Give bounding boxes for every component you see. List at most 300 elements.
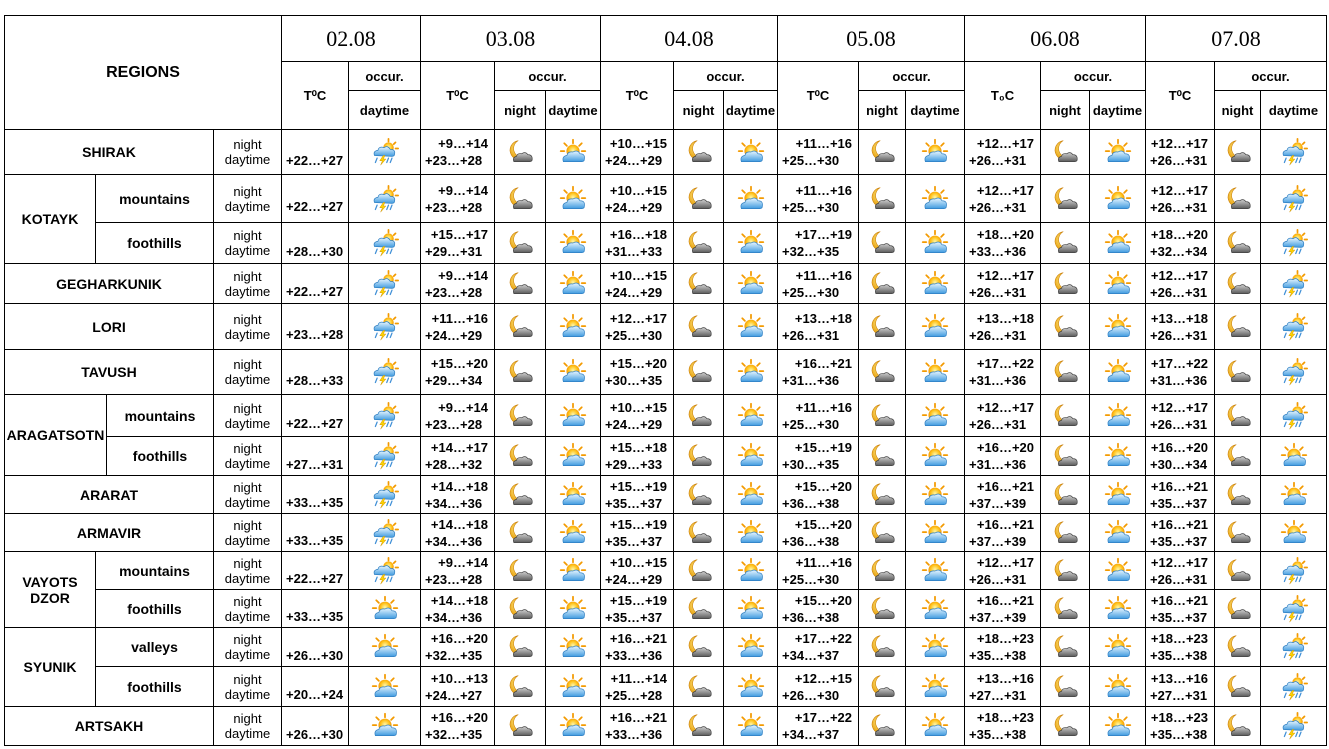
night-temp: +9…+14 <box>438 399 488 415</box>
weather-icon-cell <box>1089 475 1146 514</box>
night-temp: +10…+15 <box>609 182 667 198</box>
weather-icon-cell <box>545 436 601 476</box>
night-temp: +15…+20 <box>794 516 852 532</box>
weather-icon-cell <box>1089 666 1146 707</box>
sun-cloud-icon <box>921 185 949 213</box>
daytime-label: daytime <box>224 647 271 662</box>
weather-icon-cell <box>723 263 778 304</box>
moon-cloud-icon <box>685 519 713 547</box>
weather-icon-cell <box>545 589 601 628</box>
sun-cloud-icon <box>737 557 765 585</box>
region-name: TAVUSH <box>4 349 214 395</box>
day-temp: +30…+35 <box>782 457 840 472</box>
weather-icon-cell <box>858 706 906 746</box>
day-temp: +35…+38 <box>969 727 1027 742</box>
weather-icon-cell <box>1089 349 1146 395</box>
day-temp: +30…+35 <box>605 373 663 388</box>
night-temp: +12…+17 <box>976 554 1034 570</box>
day-temp: +31…+36 <box>782 373 840 388</box>
storm-sun-icon <box>371 138 399 166</box>
day-temp: +22…+27 <box>286 152 344 168</box>
occur-header-3: occur. <box>858 61 965 91</box>
daytime-header-1: daytime <box>545 90 601 130</box>
daytime-label: daytime <box>224 532 271 548</box>
day-temp: +29…+31 <box>425 244 483 259</box>
sun-cloud-icon <box>559 442 587 470</box>
weather-icon-cell <box>1214 666 1261 707</box>
weather-icon-cell <box>905 129 965 175</box>
temp-cell <box>420 589 495 628</box>
weather-icon-cell <box>1040 129 1090 175</box>
weather-icon-cell <box>545 129 601 175</box>
moon-cloud-icon <box>1224 358 1252 386</box>
temp-cell <box>964 627 1041 667</box>
moon-cloud-icon <box>506 185 534 213</box>
weather-icon-cell <box>494 513 546 552</box>
day-temp: +32…+35 <box>782 244 840 259</box>
weather-icon-cell <box>545 303 601 350</box>
temp-cell <box>777 263 859 304</box>
weather-icon-cell <box>1040 263 1090 304</box>
temp-cell <box>281 263 349 304</box>
weather-icon-cell <box>723 513 778 552</box>
weather-icon-cell <box>673 513 724 552</box>
temp-cell <box>1145 589 1215 628</box>
weather-icon-cell <box>673 627 724 667</box>
temp-cell <box>1145 129 1215 175</box>
weather-icon-cell <box>348 706 421 746</box>
weather-icon-cell <box>348 394 421 437</box>
daytime-label: daytime <box>224 372 271 387</box>
weather-icon-cell <box>673 551 724 590</box>
temp-cell <box>1145 551 1215 590</box>
occur-header-2: occur. <box>673 61 778 91</box>
weather-icon-cell <box>494 129 546 175</box>
daytime-label: daytime <box>224 494 271 510</box>
night-temp: +10…+15 <box>609 399 667 415</box>
day-temp: +25…+30 <box>782 571 840 587</box>
night-temp: +11…+16 <box>795 399 852 415</box>
night-daytime-label <box>213 627 282 667</box>
night-temp: +11…+16 <box>431 310 488 326</box>
night-temp: +16…+20 <box>430 631 488 646</box>
weather-icon-cell <box>858 263 906 304</box>
day-temp: +34…+36 <box>425 609 483 625</box>
sun-cloud-icon <box>1280 481 1308 509</box>
daytime-label: daytime <box>224 152 271 167</box>
night-daytime-label <box>213 222 282 264</box>
moon-cloud-icon <box>1051 673 1079 701</box>
region-name: ARTSAKH <box>4 706 214 746</box>
night-label: night <box>233 183 262 199</box>
temp-cell <box>600 436 674 476</box>
night-label: night <box>233 711 262 726</box>
weather-icon-cell <box>1089 129 1146 175</box>
weather-icon-cell <box>1089 706 1146 746</box>
weather-icon-cell <box>723 551 778 590</box>
daytime-label: daytime <box>224 608 271 624</box>
night-temp: +16…+21 <box>609 710 667 725</box>
temp-cell <box>777 627 859 667</box>
weather-icon-cell <box>723 349 778 395</box>
weather-icon-cell <box>348 349 421 395</box>
weather-icon-cell <box>905 303 965 350</box>
temp-cell <box>420 263 495 304</box>
temp-cell <box>600 706 674 746</box>
night-label: night <box>233 593 262 609</box>
sun-cloud-icon <box>1104 185 1132 213</box>
day-temp: +37…+39 <box>969 495 1027 511</box>
weather-icon-cell <box>348 551 421 590</box>
night-daytime-label <box>213 551 282 590</box>
subregion-name: valleys <box>95 627 214 667</box>
weather-icon-cell <box>1040 436 1090 476</box>
sun-cloud-icon <box>737 633 765 661</box>
moon-cloud-icon <box>868 595 896 623</box>
temp-header-2: T⁰C <box>600 61 674 130</box>
weather-icon-cell <box>494 666 546 707</box>
weather-icon-cell <box>905 627 965 667</box>
temp-cell <box>964 129 1041 175</box>
storm-sun-icon <box>1280 712 1308 740</box>
weather-icon-cell <box>1040 589 1090 628</box>
weather-icon-cell <box>1260 349 1327 395</box>
moon-cloud-icon <box>1224 557 1252 585</box>
temp-cell <box>964 436 1041 476</box>
day-temp: +25…+30 <box>782 199 840 215</box>
day-temp: +28…+33 <box>286 372 344 388</box>
night-temp: +15…+20 <box>609 356 667 371</box>
day-temp: +26…+31 <box>1150 199 1208 215</box>
night-temp: +17…+22 <box>794 631 852 646</box>
date-header-5: 07.08 <box>1145 15 1327 62</box>
moon-cloud-icon <box>868 557 896 585</box>
moon-cloud-icon <box>506 673 534 701</box>
sun-cloud-icon <box>921 481 949 509</box>
temp-cell <box>600 349 674 395</box>
moon-cloud-icon <box>1224 229 1252 257</box>
weather-icon-cell <box>1214 706 1261 746</box>
moon-cloud-icon <box>1051 481 1079 509</box>
weather-icon-cell <box>545 666 601 707</box>
night-temp: +18…+23 <box>976 631 1034 646</box>
night-daytime-label <box>213 513 282 552</box>
weather-icon-cell <box>348 436 421 476</box>
weather-icon-cell <box>723 627 778 667</box>
sun-cloud-icon <box>737 185 765 213</box>
night-temp: +12…+17 <box>976 182 1034 198</box>
sun-cloud-icon <box>921 313 949 341</box>
night-temp: +14…+17 <box>430 440 488 455</box>
moon-cloud-icon <box>506 557 534 585</box>
temp-cell <box>420 551 495 590</box>
regions-header: REGIONS <box>4 15 282 130</box>
night-temp: +15…+20 <box>794 592 852 608</box>
weather-icon-cell <box>673 263 724 304</box>
moon-cloud-icon <box>506 633 534 661</box>
storm-sun-icon <box>1280 138 1308 166</box>
moon-cloud-icon <box>1224 313 1252 341</box>
night-label: night <box>233 555 262 571</box>
subregion-name: mountains <box>95 174 214 223</box>
day-temp: +35…+38 <box>969 648 1027 663</box>
night-temp: +11…+16 <box>795 267 852 283</box>
day-temp: +34…+37 <box>782 727 840 742</box>
day-temp: +24…+27 <box>425 687 483 703</box>
day-temp: +33…+35 <box>286 609 344 624</box>
moon-cloud-icon <box>1224 712 1252 740</box>
weather-icon-cell <box>1040 666 1090 707</box>
weather-icon-cell <box>494 222 546 264</box>
sun-cloud-icon <box>921 402 949 430</box>
weather-icon-cell <box>905 706 965 746</box>
weather-icon-cell <box>545 706 601 746</box>
temp-cell <box>1145 303 1215 350</box>
sun-cloud-icon <box>1280 442 1308 470</box>
day-temp: +35…+37 <box>605 533 663 549</box>
night-temp: +13…+16 <box>976 670 1034 686</box>
day-temp: +24…+29 <box>605 284 663 300</box>
weather-icon-cell <box>1089 222 1146 264</box>
day-temp: +35…+37 <box>605 495 663 511</box>
weather-icon-cell <box>545 394 601 437</box>
temp-cell <box>600 222 674 264</box>
moon-cloud-icon <box>1051 519 1079 547</box>
temp-cell <box>420 303 495 350</box>
weather-icon-cell <box>673 666 724 707</box>
weather-icon-cell <box>858 174 906 223</box>
weather-icon-cell <box>348 589 421 628</box>
daytime-label: daytime <box>224 456 271 471</box>
night-temp: +15…+19 <box>609 478 667 494</box>
weather-icon-cell <box>1260 513 1327 552</box>
night-temp: +16…+21 <box>976 516 1034 532</box>
temp-cell <box>281 589 349 628</box>
day-temp: +36…+38 <box>782 495 840 511</box>
temp-cell <box>964 589 1041 628</box>
temp-cell <box>420 129 495 175</box>
weather-icon-cell <box>494 303 546 350</box>
day-temp: +26…+31 <box>969 571 1027 587</box>
temp-cell <box>420 394 495 437</box>
night-label: night <box>233 632 262 647</box>
day-temp: +24…+29 <box>605 199 663 215</box>
daytime-label: daytime <box>224 198 271 214</box>
night-label: night <box>233 357 262 372</box>
temp-cell <box>1145 513 1215 552</box>
sun-cloud-icon <box>1104 557 1132 585</box>
weather-icon-cell <box>1214 513 1261 552</box>
temp-cell <box>777 475 859 514</box>
weather-icon-cell <box>494 394 546 437</box>
night-temp: +16…+21 <box>609 631 667 646</box>
day-temp: +25…+30 <box>605 327 663 343</box>
temp-cell <box>964 349 1041 395</box>
day-temp: +25…+28 <box>605 687 663 703</box>
night-daytime-label <box>213 129 282 175</box>
sun-cloud-icon <box>559 138 587 166</box>
temp-cell <box>420 513 495 552</box>
day-temp: +27…+31 <box>969 687 1027 703</box>
date-header-2: 04.08 <box>600 15 778 62</box>
weather-icon-cell <box>673 475 724 514</box>
weather-icon-cell <box>858 475 906 514</box>
night-temp: +15…+18 <box>609 440 667 455</box>
day-temp: +28…+30 <box>286 243 344 259</box>
weather-icon-cell <box>545 627 601 667</box>
sun-cloud-icon <box>737 229 765 257</box>
day-temp: +31…+36 <box>969 457 1027 472</box>
daytime-label: daytime <box>224 243 271 258</box>
weather-icon-cell <box>905 475 965 514</box>
sun-cloud-icon <box>737 442 765 470</box>
weather-icon-cell <box>1040 222 1090 264</box>
weather-icon-cell <box>858 666 906 707</box>
weather-icon-cell <box>673 129 724 175</box>
region-name: ARAGATSOTN <box>4 394 107 476</box>
weather-icon-cell <box>1260 551 1327 590</box>
sun-cloud-icon <box>921 519 949 547</box>
temp-cell <box>777 551 859 590</box>
temp-cell <box>281 174 349 223</box>
moon-cloud-icon <box>506 313 534 341</box>
night-temp: +12…+17 <box>1150 554 1208 570</box>
night-temp: +16…+20 <box>1150 440 1208 455</box>
storm-sun-icon <box>371 481 399 509</box>
temp-cell <box>1145 475 1215 514</box>
subregion-name: foothills <box>95 222 214 264</box>
weather-icon-cell <box>1260 436 1327 476</box>
day-temp: +26…+31 <box>1150 327 1208 343</box>
sun-cloud-icon <box>737 712 765 740</box>
temp-cell <box>420 349 495 395</box>
sun-cloud-icon <box>371 712 399 740</box>
temp-cell <box>281 706 349 746</box>
day-temp: +20…+24 <box>286 687 344 702</box>
sun-cloud-icon <box>559 557 587 585</box>
moon-cloud-icon <box>685 270 713 298</box>
day-temp: +37…+39 <box>969 609 1027 625</box>
moon-cloud-icon <box>506 358 534 386</box>
moon-cloud-icon <box>868 402 896 430</box>
day-temp: +35…+37 <box>1150 533 1208 549</box>
day-temp: +27…+31 <box>1150 687 1208 703</box>
sun-cloud-icon <box>559 673 587 701</box>
weather-icon-cell <box>905 174 965 223</box>
day-temp: +23…+28 <box>425 416 483 432</box>
moon-cloud-icon <box>506 229 534 257</box>
daytime-label: daytime <box>224 326 271 342</box>
day-temp: +33…+36 <box>969 244 1027 259</box>
day-temp: +26…+31 <box>1150 571 1208 587</box>
day-temp: +22…+27 <box>286 284 344 299</box>
storm-sun-icon <box>371 519 399 547</box>
storm-sun-icon <box>1280 673 1308 701</box>
day-temp: +31…+36 <box>1150 373 1208 388</box>
night-header-3: night <box>858 90 906 130</box>
night-temp: +13…+16 <box>1150 670 1208 686</box>
temp-cell <box>600 303 674 350</box>
daytime-label: daytime <box>224 726 271 741</box>
temp-cell <box>777 303 859 350</box>
storm-sun-icon <box>371 402 399 430</box>
night-daytime-label <box>213 436 282 476</box>
sun-cloud-icon <box>1104 229 1132 257</box>
storm-sun-icon <box>1280 185 1308 213</box>
weather-icon-cell <box>1089 394 1146 437</box>
temp-cell <box>281 349 349 395</box>
sun-cloud-icon <box>1104 519 1132 547</box>
moon-cloud-icon <box>1224 185 1252 213</box>
storm-sun-icon <box>371 185 399 213</box>
night-temp: +12…+17 <box>1150 267 1208 283</box>
temp-cell <box>964 513 1041 552</box>
occur-header-1: occur. <box>494 61 601 91</box>
temp-cell <box>777 666 859 707</box>
weather-icon-cell <box>905 222 965 264</box>
daytime-label: daytime <box>224 570 271 586</box>
temp-cell <box>281 666 349 707</box>
night-temp: +13…+18 <box>794 310 852 326</box>
weather-icon-cell <box>858 394 906 437</box>
moon-cloud-icon <box>685 313 713 341</box>
moon-cloud-icon <box>506 442 534 470</box>
day-temp: +26…+31 <box>1150 284 1208 300</box>
temp-cell <box>600 666 674 707</box>
storm-sun-icon <box>371 557 399 585</box>
moon-cloud-icon <box>868 270 896 298</box>
day-temp: +36…+38 <box>782 533 840 549</box>
temp-cell <box>281 551 349 590</box>
night-temp: +18…+23 <box>976 710 1034 725</box>
night-temp: +12…+17 <box>609 310 667 326</box>
day-temp: +29…+33 <box>605 457 663 472</box>
night-daytime-label <box>213 706 282 746</box>
moon-cloud-icon <box>1224 402 1252 430</box>
temp-cell <box>281 303 349 350</box>
night-header-5: night <box>1214 90 1261 130</box>
temp-cell <box>777 706 859 746</box>
moon-cloud-icon <box>506 270 534 298</box>
day-temp: +23…+28 <box>425 199 483 215</box>
weather-icon-cell <box>858 589 906 628</box>
weather-icon-cell <box>1040 706 1090 746</box>
weather-icon-cell <box>1040 475 1090 514</box>
temp-cell <box>964 263 1041 304</box>
night-label: night <box>233 137 262 152</box>
day-temp: +23…+28 <box>425 284 483 300</box>
weather-icon-cell <box>1260 589 1327 628</box>
moon-cloud-icon <box>868 185 896 213</box>
night-temp: +18…+23 <box>1150 631 1208 646</box>
night-temp: +13…+18 <box>976 310 1034 326</box>
weather-icon-cell <box>1040 551 1090 590</box>
weather-icon-cell <box>1214 263 1261 304</box>
day-temp: +26…+30 <box>286 647 344 663</box>
moon-cloud-icon <box>685 229 713 257</box>
night-header-1: night <box>494 90 546 130</box>
night-temp: +15…+20 <box>430 356 488 371</box>
night-temp: +14…+18 <box>430 478 488 494</box>
weather-icon-cell <box>494 475 546 514</box>
night-label: night <box>233 228 262 243</box>
region-name: GEGHARKUNIK <box>4 263 214 304</box>
day-temp: +26…+31 <box>969 153 1027 168</box>
moon-cloud-icon <box>1224 519 1252 547</box>
moon-cloud-icon <box>1224 595 1252 623</box>
subregion-name: mountains <box>106 394 214 437</box>
moon-cloud-icon <box>685 633 713 661</box>
